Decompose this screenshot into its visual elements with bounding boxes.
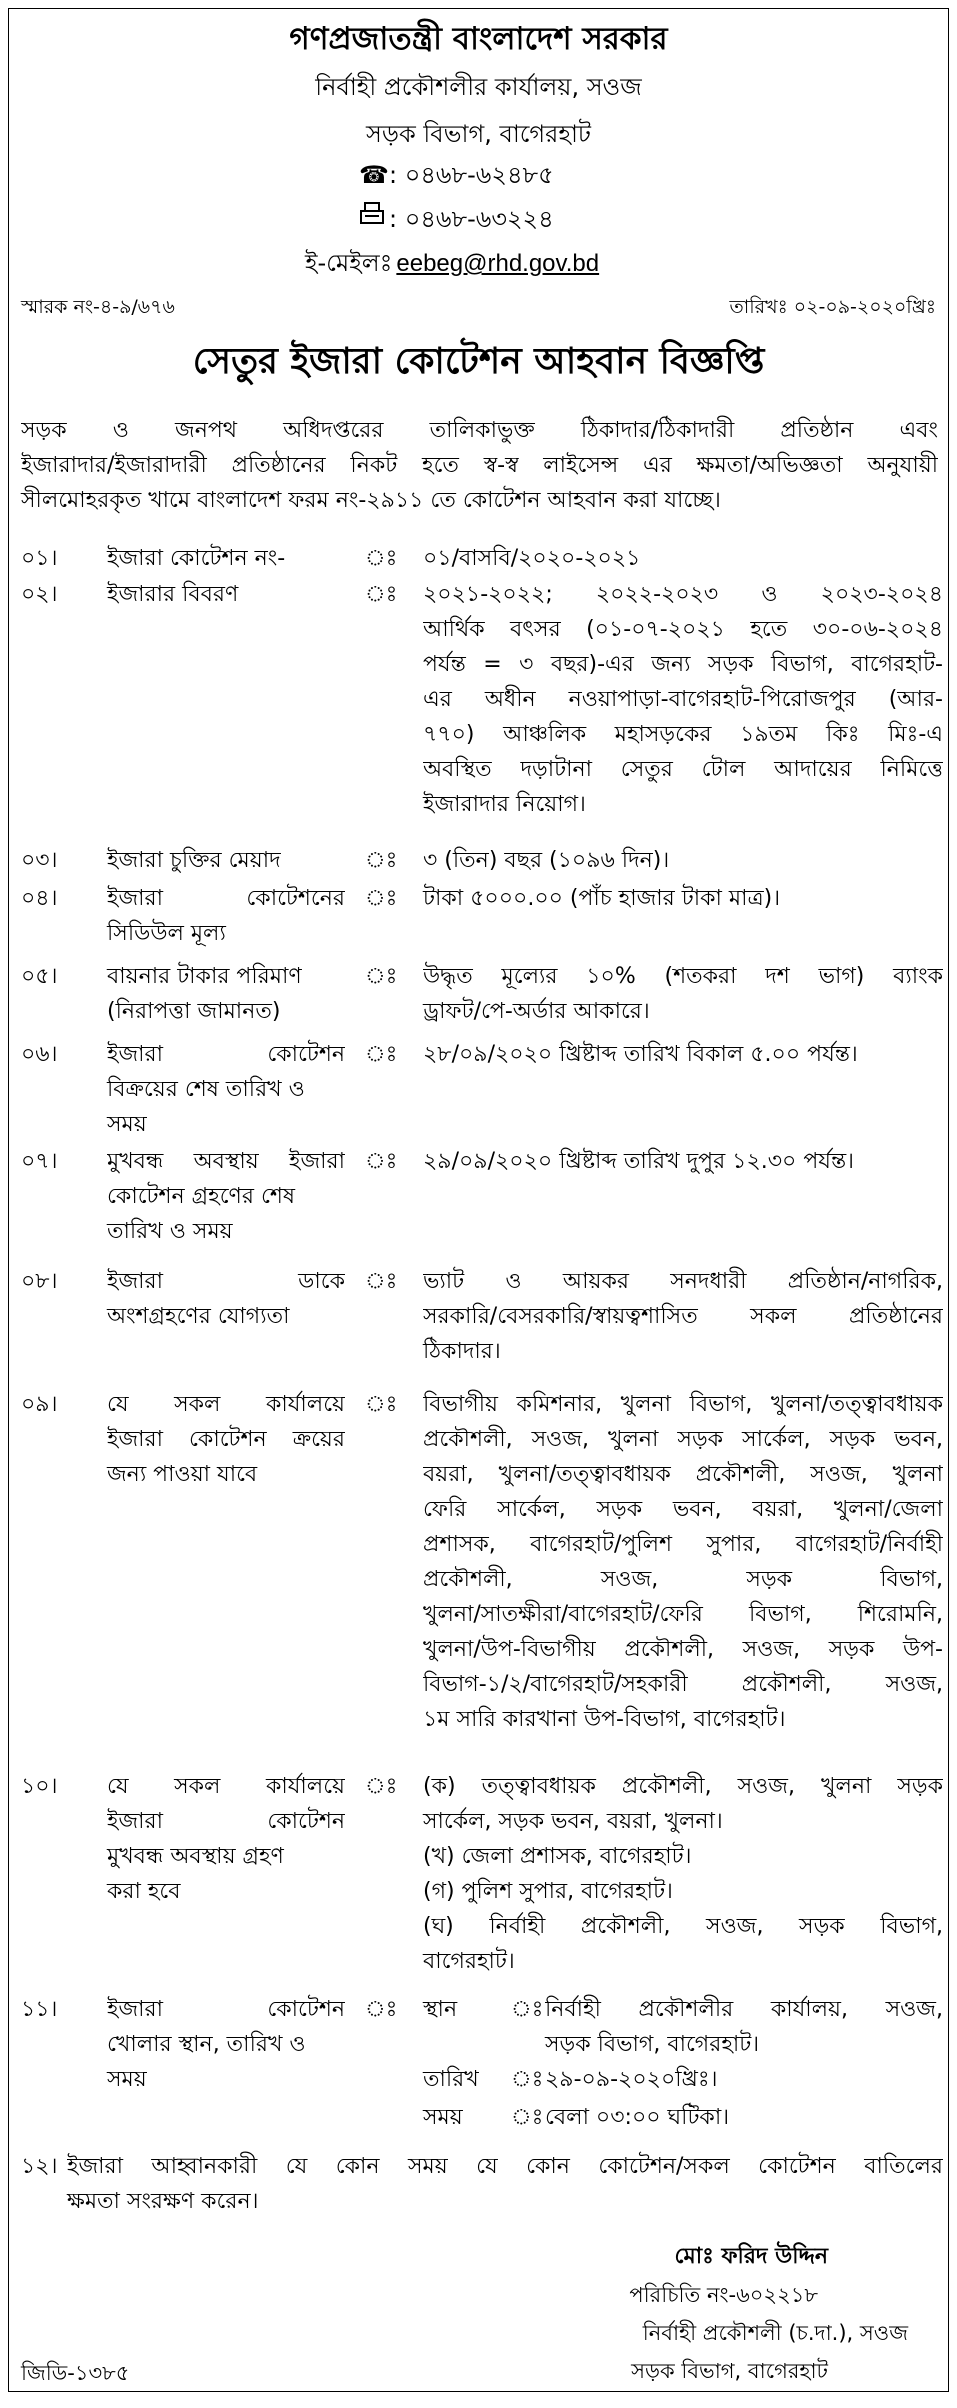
signatory-name: মোঃ ফরিদ উদ্দিন xyxy=(674,2244,828,2269)
item-colon: ঃ xyxy=(365,964,398,989)
item-number: ১০। xyxy=(21,1774,58,1799)
item-value: ইজারা আহ্বানকারী যে কোন সময় যে কোন কোটেশন/সকল কোটেশন বাতিলের ক্ষমতা সংরক্ষণ করেন। xyxy=(67,2154,943,2214)
item-number: ০৩। xyxy=(21,848,58,873)
item-label: মুখবন্ধ অবস্থায় ইজারা কোটেশন গ্রহণের শেষ তারিখ ও সময় xyxy=(107,1149,345,1244)
item-label: ইজারা কোটেশন বিক্রয়ের শেষ তারিখ ও সময় xyxy=(107,1042,345,1137)
intro-line: সীলমোহরকৃত খামে বাংলাদেশ ফরম নং-২৯১১ তে কোটেশন আহবান করা যাচ্ছে। xyxy=(21,488,721,513)
sub-place: স্থান ঃ নির্বাহী প্রকৌশলীর কার্যালয়, সওজ, সড়ক বিভাগ, বাগেরহাট। xyxy=(423,1997,943,2057)
item-label: যে সকল কার্যালয়ে ইজারা কোটেশন মুখবন্ধ অবস্থায় গ্রহণ করা হবে xyxy=(107,1774,345,1904)
item-number: ০৫। xyxy=(21,964,58,989)
item-colon: ঃ xyxy=(365,886,398,911)
memo-number: স্মারক নং-৪-৯/৬৭৬ xyxy=(21,296,175,318)
item-number: ০২। xyxy=(21,582,58,607)
item-value xyxy=(423,1992,943,2135)
sub-time: সময় ঃ বেলা ০৩:০০ ঘটিকা। xyxy=(423,2105,730,2130)
item-label: ইজারা কোটেশনের সিডিউল মূল্য xyxy=(107,886,345,946)
item-value: ২৮/০৯/২০২০ খ্রিষ্টাব্দ তারিখ বিকাল ৫.০০ পর্যন্ত। xyxy=(423,1042,858,1067)
item-number: ১২। xyxy=(21,2154,58,2179)
item-colon: ঃ xyxy=(365,1269,398,1294)
item-number: ০১। xyxy=(21,546,58,571)
item-number: ১১। xyxy=(21,1997,58,2022)
email-link[interactable]: eebeg@rhd.gov.bd xyxy=(396,250,600,277)
item-number: ০৮। xyxy=(21,1269,58,1294)
sub-date: তারিখ ঃ ২৯-০৯-২০২০খ্রিঃ। xyxy=(423,2067,718,2092)
item-colon: ঃ xyxy=(365,1392,398,1417)
intro-paragraph xyxy=(21,413,938,518)
item-value: ২০২১-২০২২; ২০২২-২০২৩ ও ২০২৩-২০২৪ আর্থিক বৎসর (০১-০৭-২০২১ হতে ৩০-০৬-২০২৪ পর্যন্ত = ৩ বছর)-এর জন্য সড়ক বিভাগ, বাগেরহাট- এর অধীন নওয়াপাড়া-বাগেরহাট-পিরোজপুর (আর- ৭৭০) আঞ্চলিক মহাসড়কের ১৯তম কিঃ মিঃ-এ অবস্থিত দড়াটানা সেতুর টোল আদায়ের নিমিত্তে ইজারাদার নিয়োগ। xyxy=(423,582,943,817)
fax-icon xyxy=(359,201,389,233)
item-value: উদ্ধৃত মূল্যের ১০% (শতকরা দশ ভাগ) ব্যাংক ড্রাফট/পে-অর্ডার আকারে। xyxy=(423,964,943,1024)
item-label: ইজারা চুক্তির মেয়াদ xyxy=(107,848,281,873)
signatory-designation: নির্বাহী প্রকৌশলী (চ.দা.), সওজ xyxy=(642,2321,908,2345)
item-label: বায়নার টাকার পরিমাণ (নিরাপত্তা জামানত) xyxy=(107,964,302,1024)
division-name: সড়ক বিভাগ, বাগেরহাট xyxy=(366,120,591,148)
gd-number: জিডি-১৩৮৫ xyxy=(21,2361,130,2385)
signatory-id: পরিচিতি নং-৬০২২১৮ xyxy=(629,2283,818,2307)
item-value: টাকা ৫০০০.০০ (পাঁচ হাজার টাকা মাত্র)। xyxy=(423,886,781,911)
item-value: ০১/বাসবি/২০২০-২০২১ xyxy=(423,546,641,571)
intro-line: ইজারাদার/ইজারাদারী প্রতিষ্ঠানের নিকট হতে স্ব-স্ব লাইসেন্স এর ক্ষমতা/অভিজ্ঞতা অনুযায়ী xyxy=(21,453,938,478)
item-colon: ঃ xyxy=(365,1149,398,1174)
email-line: ই-মেইলঃ eebeg@rhd.gov.bd xyxy=(305,249,600,277)
item-value: ৩ (তিন) বছর (১০৯৬ দিন)। xyxy=(423,848,670,873)
item-colon: ঃ xyxy=(365,546,398,571)
item-label: যে সকল কার্যালয়ে ইজারা কোটেশন ক্রয়ের জন্য পাওয়া যাবে xyxy=(107,1392,345,1487)
item-number: ০৭। xyxy=(21,1149,58,1174)
phone-icon: ☎ xyxy=(359,161,389,189)
item-colon: ঃ xyxy=(365,848,398,873)
item-value: (ক) তত্ত্বাবধায়ক প্রকৌশলী, সওজ, খুলনা সড়ক সার্কেল, সড়ক ভবন, বয়রা, খুলনা। (খ) জেলা প্রশাসক, বাগেরহাট। (গ) পুলিশ সুপার, বাগেরহাট। (ঘ) নির্বাহী প্রকৌশলী, সওজ, সড়ক বিভাগ, বাগেরহাট। xyxy=(423,1774,943,1974)
notice-title: সেতুর ইজারা কোটেশন আহবান বিজ্ঞপ্তি xyxy=(192,341,765,382)
item-colon: ঃ xyxy=(365,582,398,607)
item-colon: ঃ xyxy=(365,1042,398,1067)
govt-title: গণপ্রজাতন্ত্রী বাংলাদেশ সরকার xyxy=(289,21,668,57)
item-value: ভ্যাট ও আয়কর সনদধারী প্রতিষ্ঠান/নাগরিক, সরকারি/বেসরকারি/স্বায়ত্বশাসিত সকল প্রতিষ্ঠানের ঠিকাদার। xyxy=(423,1269,943,1364)
item-label: ইজারা কোটেশন নং- xyxy=(107,546,286,571)
office-name: নির্বাহী প্রকৌশলীর কার্যালয়, সওজ xyxy=(315,73,642,101)
phone-line: ☎: ০৪৬৮-৬২৪৮৫ xyxy=(359,161,554,189)
item-colon: ঃ xyxy=(365,1774,398,1799)
item-number: ০৪। xyxy=(21,886,58,911)
intro-line: সড়ক ও জনপথ অধিদপ্তরের তালিকাভুক্ত ঠিকাদার/ঠিকাদারী প্রতিষ্ঠান এবং xyxy=(21,418,938,443)
notice-page xyxy=(8,8,949,2392)
item-value: বিভাগীয় কমিশনার, খুলনা বিভাগ, খুলনা/তত্ত্বাবধায়ক প্রকৌশলী, সওজ, খুলনা সড়ক সার্কেল, সড়ক ভবন, বয়রা, খুলনা/তত্ত্বাবধায়ক প্রকৌশলী, সওজ, খুলনা ফেরি সার্কেল, সড়ক ভবন, বয়রা, খুলনা/জেলা প্রশাসক, বাগেরহাট/পুলিশ সুপার, বাগেরহাট/নির্বাহী প্রকৌশলী, সওজ, সড়ক বিভাগ, খুলনা/সাতক্ষীরা/বাগেরহাট/ফেরি বিভাগ, শিরোমনি, খুলনা/উপ-বিভাগীয় প্রকৌশলী, সওজ, সড়ক উপ- বিভাগ-১/২/বাগেরহাট/সহকারী প্রকৌশলী, সওজ, ১ম সারি কারখানা উপ-বিভাগ, বাগেরহাট। xyxy=(423,1392,943,1732)
item-label: ইজারা ডাকে অংশগ্রহণের যোগ্যতা xyxy=(107,1269,345,1329)
fax-line: : ০৪৬৮-৬৩২২৪ xyxy=(359,201,554,241)
signatory-office: সড়ক বিভাগ, বাগেরহাট xyxy=(631,2359,828,2383)
item-value: ২৯/০৯/২০২০ খ্রিষ্টাব্দ তারিখ দুপুর ১২.৩০ পর্যন্ত। xyxy=(423,1149,854,1174)
item-label: ইজারার বিবরণ xyxy=(107,582,239,607)
item-label: ইজারা কোটেশন খোলার স্থান, তারিখ ও সময় xyxy=(107,1997,345,2092)
item-colon: ঃ xyxy=(365,1997,398,2022)
item-number: ০৬। xyxy=(21,1042,58,1067)
item-number: ০৯। xyxy=(21,1392,58,1417)
notice-date: তারিখঃ ০২-০৯-২০২০খ্রিঃ xyxy=(729,296,936,318)
